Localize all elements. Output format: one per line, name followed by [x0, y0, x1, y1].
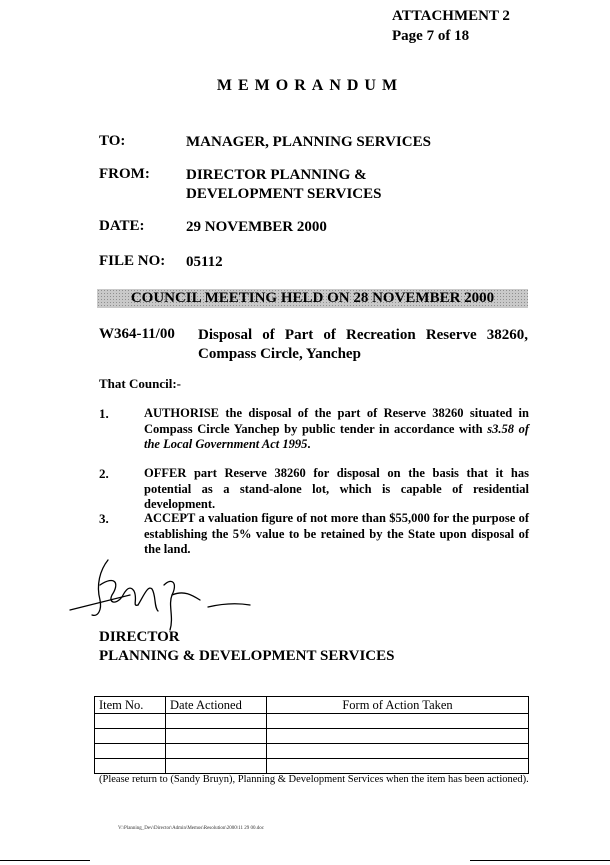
- action-table: [94, 696, 529, 774]
- item-title: Disposal of Part of Recreation Reserve 38260, Compass Circle, Yanchep: [198, 327, 528, 362]
- memo-title: MEMORANDUM: [216, 77, 404, 94]
- table-cell[interactable]: [95, 759, 166, 774]
- from-value: DIRECTOR PLANNING & DEVELOPMENT SERVICES: [186, 167, 382, 202]
- table-cell[interactable]: [267, 759, 529, 774]
- table-row: [95, 714, 529, 729]
- scan-edge-line: [470, 860, 610, 861]
- table-cell[interactable]: [166, 729, 267, 744]
- to-value: MANAGER, PLANNING SERVICES: [186, 134, 431, 150]
- from-label: FROM:: [99, 166, 150, 182]
- table-cell[interactable]: [166, 759, 267, 774]
- handwritten-signature: [60, 555, 260, 635]
- table-row: [95, 744, 529, 759]
- resolution-item-number: 1.: [99, 406, 109, 421]
- date-label: DATE:: [99, 218, 145, 234]
- signatory: [99, 628, 395, 666]
- signatory-title: DIRECTOR: [99, 629, 180, 645]
- table-row: [95, 729, 529, 744]
- meeting-banner: COUNCIL MEETING HELD ON 28 NOVEMBER 2000: [97, 289, 528, 308]
- return-instruction: (Please return to (Sandy Bruyn), Planning & Development Services when the item has been actioned).: [99, 774, 529, 785]
- table-cell[interactable]: [267, 714, 529, 729]
- table-header-row: [95, 697, 529, 714]
- resolution-item-number: 3.: [99, 511, 109, 526]
- column-header: Item No.: [95, 697, 166, 714]
- resolution-item-text: OFFER part Reserve 38260 for disposal on the basis that it has potential as a stand-alone lot, which is capable of residential development.: [144, 466, 529, 511]
- to-label: TO:: [99, 133, 126, 149]
- item-code: W364-11/00: [99, 326, 175, 342]
- table-row: [95, 759, 529, 774]
- table-cell[interactable]: [267, 729, 529, 744]
- table-cell[interactable]: [166, 714, 267, 729]
- resolution-item-text: ACCEPT a valuation figure of not more than $55,000 for the purpose of establishing the 5% value to be retained by the State upon disposal of the land.: [144, 511, 529, 556]
- table-cell[interactable]: [166, 744, 267, 759]
- signatory-department: PLANNING & DEVELOPMENT SERVICES: [99, 648, 395, 664]
- file-no-value: 05112: [186, 254, 223, 270]
- table-cell[interactable]: [95, 729, 166, 744]
- legislation-reference: s3.58 of the Local Government Act 1995: [144, 421, 529, 451]
- column-header: Form of Action Taken: [267, 697, 529, 714]
- resolution-intro: That Council:-: [99, 376, 181, 391]
- page-number: Page 7 of 18: [392, 28, 470, 44]
- resolution-item-text: [144, 406, 529, 453]
- column-header: Date Actioned: [166, 697, 267, 714]
- table-cell[interactable]: [267, 744, 529, 759]
- date-value: 29 NOVEMBER 2000: [186, 219, 327, 235]
- resolution-text-part: AUTHORISE the disposal of the part of Reserve 38260 situated in Compass Circle Yanchep by public tender in accordance with: [144, 406, 529, 436]
- scan-edge-line: [0, 860, 90, 861]
- resolution-item-number: 2.: [99, 466, 109, 481]
- file-path-footer: V:\Planning_Dev\Director\Admin\Memos\Resolution\2000\11 29 00.doc: [118, 826, 264, 831]
- resolution-text-part: .: [307, 437, 311, 451]
- table-cell[interactable]: [95, 714, 166, 729]
- attachment-header: [392, 6, 510, 46]
- file-no-label: FILE NO:: [99, 253, 166, 269]
- attachment-number: ATTACHMENT 2: [392, 8, 510, 24]
- table-cell[interactable]: [95, 744, 166, 759]
